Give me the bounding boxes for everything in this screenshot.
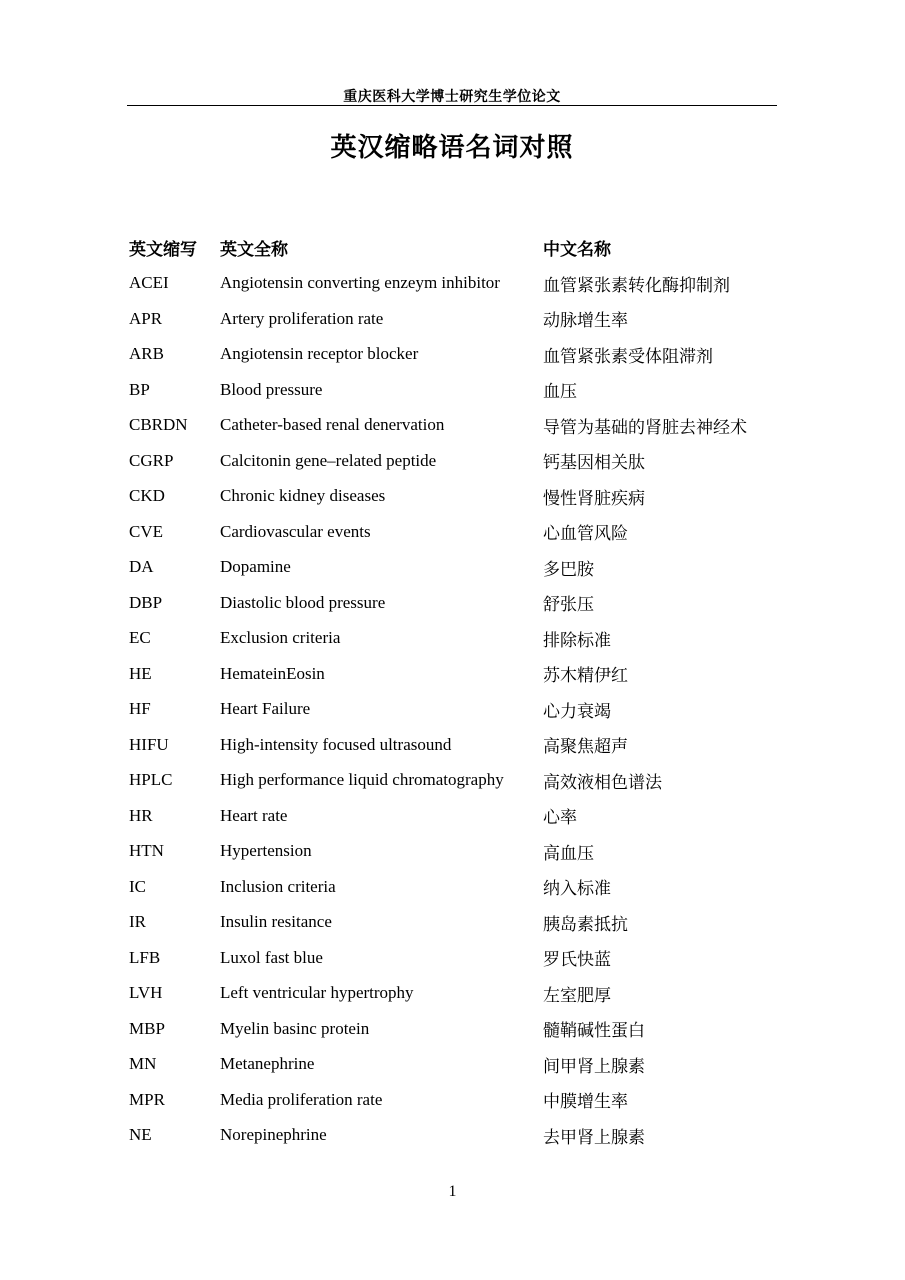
table-row [129, 443, 779, 479]
table-row [129, 763, 779, 799]
abbreviation-cell: HIFU [129, 734, 169, 754]
full-name-cell: Cardiovascular events [220, 521, 371, 541]
chinese-name-cell: 去甲肾上腺素 [543, 1127, 645, 1147]
chinese-name-cell: 高聚焦超声 [543, 737, 628, 757]
table-row [129, 301, 779, 337]
full-name-cell: High performance liquid chromatography [220, 770, 504, 790]
abbreviation-cell: MN [129, 1054, 157, 1074]
chinese-name-cell: 高效液相色谱法 [543, 772, 662, 792]
full-name-cell: High-intensity focused ultrasound [220, 734, 452, 754]
table-row [129, 514, 779, 550]
full-name-cell: Angiotensin receptor blocker [220, 344, 419, 364]
chinese-name-cell: 髓鞘碱性蛋白 [543, 1021, 645, 1041]
table-row [129, 585, 779, 621]
full-name-cell: Hypertension [220, 841, 312, 861]
page-number: 1 [448, 1183, 457, 1200]
chinese-name-cell: 心率 [543, 808, 577, 828]
table-row [129, 621, 779, 657]
chinese-name-cell: 导管为基础的肾脏去神经术 [543, 417, 747, 437]
full-name-cell: Luxol fast blue [220, 947, 323, 967]
chinese-name-cell: 多巴胺 [543, 559, 594, 579]
chinese-name-cell: 舒张压 [543, 595, 594, 615]
table-body [129, 266, 779, 1154]
full-name-cell: Diastolic blood pressure [220, 592, 386, 612]
abbreviation-table [129, 230, 779, 1153]
full-name-cell: HemateinEosin [220, 663, 325, 683]
abbreviation-cell: CBRDN [129, 415, 188, 435]
full-name-cell: Angiotensin converting enzeym inhibitor [220, 273, 500, 293]
chinese-name-cell: 钙基因相关肽 [543, 453, 645, 473]
full-name-cell: Chronic kidney diseases [220, 486, 386, 506]
chinese-name-cell: 罗氏快蓝 [543, 950, 611, 970]
table-row [129, 692, 779, 728]
chinese-name-cell: 慢性肾脏疾病 [543, 488, 645, 508]
table-row [129, 337, 779, 373]
abbreviation-cell: LFB [129, 947, 161, 967]
abbreviation-cell: HPLC [129, 770, 173, 790]
full-name-cell: Artery proliferation rate [220, 308, 384, 328]
table-row [129, 905, 779, 941]
table-header-row [129, 230, 779, 266]
full-name-cell: Insulin resitance [220, 912, 332, 932]
full-name-cell: Calcitonin gene–related peptide [220, 450, 437, 470]
chinese-name-cell: 血管紧张素转化酶抑制剂 [543, 275, 730, 295]
abbreviation-cell: ACEI [129, 273, 169, 293]
full-name-cell: Blood pressure [220, 379, 323, 399]
page-title: 英汉缩略语名词对照 [330, 133, 574, 162]
table-row [129, 656, 779, 692]
table-row [129, 798, 779, 834]
full-name-cell: Heart Failure [220, 699, 311, 719]
abbreviation-cell: CGRP [129, 450, 174, 470]
table-row [129, 479, 779, 515]
abbreviation-cell: NE [129, 1125, 152, 1145]
abbreviation-cell: ARB [129, 344, 164, 364]
column-header-full-name: 英文全称 [220, 240, 288, 260]
abbreviation-cell: HTN [129, 841, 164, 861]
abbreviation-cell: HR [129, 805, 153, 825]
full-name-cell: Heart rate [220, 805, 288, 825]
full-name-cell: Inclusion criteria [220, 876, 336, 896]
chinese-name-cell: 心血管风险 [543, 524, 628, 544]
chinese-name-cell: 纳入标准 [543, 879, 611, 899]
table-row [129, 1047, 779, 1083]
abbreviation-cell: IC [129, 876, 146, 896]
chinese-name-cell: 动脉增生率 [543, 311, 628, 331]
table-row [129, 834, 779, 870]
abbreviation-cell: BP [129, 379, 150, 399]
abbreviation-cell: DBP [129, 592, 163, 612]
table-row [129, 408, 779, 444]
chinese-name-cell: 排除标准 [543, 630, 611, 650]
chinese-name-cell: 高血压 [543, 843, 594, 863]
table-row [129, 372, 779, 408]
full-name-cell: Catheter-based renal denervation [220, 415, 445, 435]
chinese-name-cell: 胰岛素抵抗 [543, 914, 628, 934]
abbreviation-cell: LVH [129, 983, 163, 1003]
full-name-cell: Myelin basinc protein [220, 1018, 370, 1038]
abbreviation-cell: HE [129, 663, 152, 683]
full-name-cell: Metanephrine [220, 1054, 315, 1074]
full-name-cell: Media proliferation rate [220, 1089, 383, 1109]
abbreviation-cell: MBP [129, 1018, 165, 1038]
chinese-name-cell: 血管紧张素受体阻滞剂 [543, 346, 713, 366]
abbreviation-cell: MPR [129, 1089, 165, 1109]
chinese-name-cell: 左室肥厚 [543, 985, 611, 1005]
chinese-name-cell: 中膜增生率 [543, 1092, 628, 1112]
chinese-name-cell: 苏木精伊红 [543, 666, 628, 686]
header-rule [127, 105, 777, 106]
table-row [129, 1118, 779, 1154]
abbreviation-cell: CKD [129, 486, 165, 506]
table-row [129, 869, 779, 905]
chinese-name-cell: 心力衰竭 [543, 701, 611, 721]
table-row [129, 550, 779, 586]
table-row [129, 1011, 779, 1047]
full-name-cell: Dopamine [220, 557, 291, 577]
abbreviation-cell: APR [129, 308, 163, 328]
table-row [129, 976, 779, 1012]
abbreviation-cell: IR [129, 912, 146, 932]
abbreviation-cell: CVE [129, 521, 163, 541]
running-header: 重庆医科大学博士研究生学位论文 [343, 90, 561, 105]
chinese-name-cell: 血压 [543, 382, 577, 402]
full-name-cell: Norepinephrine [220, 1125, 327, 1145]
table-row [129, 266, 779, 302]
full-name-cell: Exclusion criteria [220, 628, 341, 648]
abbreviation-cell: HF [129, 699, 151, 719]
abbreviation-cell: DA [129, 557, 154, 577]
abbreviation-cell: EC [129, 628, 151, 648]
chinese-name-cell: 间甲肾上腺素 [543, 1056, 645, 1076]
table-row [129, 940, 779, 976]
table-row [129, 727, 779, 763]
column-header-chinese-name: 中文名称 [543, 240, 611, 260]
table-row [129, 1082, 779, 1118]
column-header-abbreviation: 英文缩写 [129, 240, 197, 260]
full-name-cell: Left ventricular hypertrophy [220, 983, 414, 1003]
